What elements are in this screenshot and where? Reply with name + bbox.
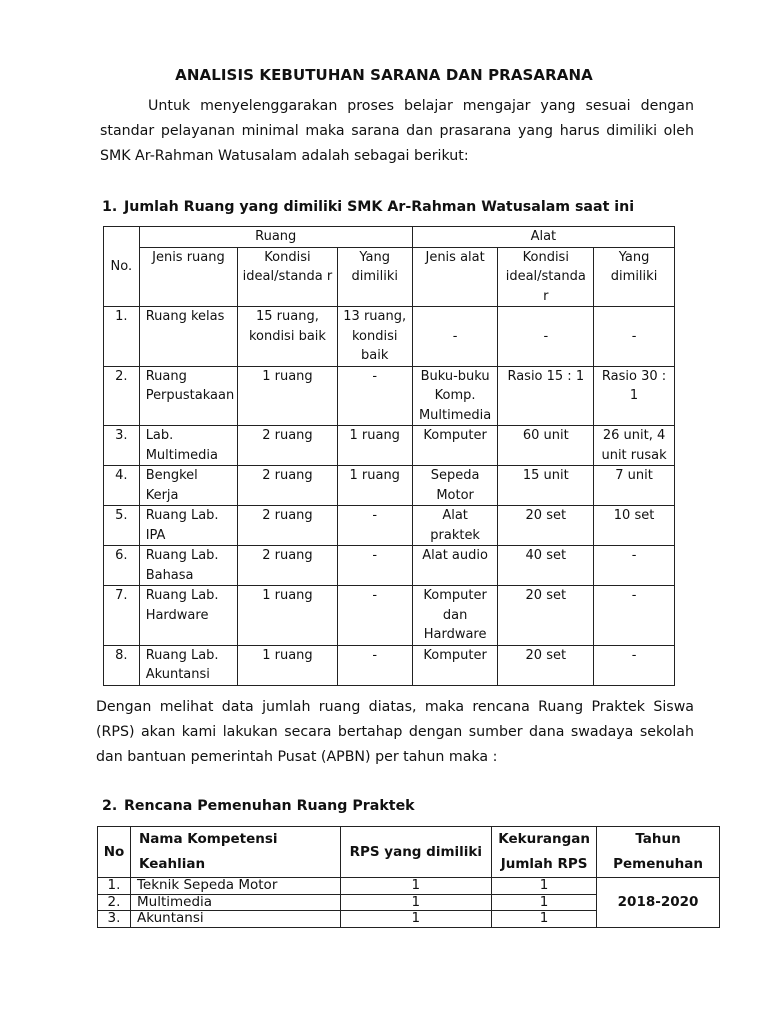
header-jenis-alat: Jenis alat [412, 247, 498, 307]
cell-dimiliki-ruang: - [337, 366, 412, 426]
cell-jenis-alat: Alat praktek [412, 506, 498, 546]
table-row [98, 878, 720, 895]
cell-dimiliki-alat: - [594, 645, 675, 685]
header-jenis-ruang: Jenis ruang [139, 247, 238, 307]
cell-no: 2. [98, 894, 131, 911]
table-header-row [98, 827, 720, 878]
cell-no: 3. [98, 911, 131, 928]
section-1-title: Jumlah Ruang yang dimiliki SMK Ar-Rahman Watusalam saat ini [124, 199, 635, 215]
header-no: No. [104, 227, 140, 307]
table-row [104, 466, 675, 506]
cell-no: 1. [98, 878, 131, 895]
cell-jenis-ruang: Lab. Multimedia [139, 426, 238, 466]
cell-no: 3. [104, 426, 140, 466]
table-header-row [104, 227, 675, 248]
cell-kekurangan: 1 [492, 878, 597, 895]
practice-room-plan-table [97, 826, 720, 928]
cell-jenis-alat: Alat audio [412, 546, 498, 586]
cell-kondisi-alat: 20 set [498, 645, 594, 685]
cell-kondisi-alat: Rasio 15 : 1 [498, 366, 594, 426]
table-row [104, 366, 675, 426]
cell-kompetensi: Teknik Sepeda Motor [130, 878, 340, 895]
page-title: ANALISIS KEBUTUHAN SARANA DAN PRASARANA [175, 66, 593, 84]
cell-dimiliki-alat: 7 unit [594, 466, 675, 506]
header-kompetensi: Nama Kompetensi Keahlian [130, 827, 340, 878]
cell-kompetensi: Multimedia [130, 894, 340, 911]
cell-no: 6. [104, 546, 140, 586]
cell-kondisi-ruang: 1 ruang [238, 586, 337, 646]
cell-dimiliki-ruang: 13 ruang, kondisi baik [337, 307, 412, 367]
cell-kondisi-ruang: 15 ruang, kondisi baik [238, 307, 337, 367]
cell-jenis-alat: Komputer [412, 645, 498, 685]
section-2-heading [102, 798, 415, 814]
table-row [104, 645, 675, 685]
header-no: No [98, 827, 131, 878]
section-2-title: Rencana Pemenuhan Ruang Praktek [124, 798, 415, 814]
cell-kekurangan: 1 [492, 911, 597, 928]
cell-no: 4. [104, 466, 140, 506]
cell-kondisi-alat: 15 unit [498, 466, 594, 506]
cell-jenis-ruang: Bengkel Kerja [139, 466, 238, 506]
cell-kondisi-ruang: 2 ruang [238, 426, 337, 466]
cell-rps: 1 [340, 878, 492, 895]
header-ruang: Ruang [139, 227, 412, 248]
cell-dimiliki-ruang: - [337, 586, 412, 646]
cell-kondisi-alat: - [498, 307, 594, 367]
cell-jenis-ruang: Ruang Lab. IPA [139, 506, 238, 546]
header-alat: Alat [412, 227, 674, 248]
plan-paragraph: Dengan melihat data jumlah ruang diatas, maka rencana Ruang Praktek Siswa (RPS) akan kami lakukan secara bertahap dengan sumber dana swadaya sekolah dan bantuan pemerintah Pusat (APBN) per tahun maka : [96, 699, 694, 765]
cell-jenis-alat: - [412, 307, 498, 367]
cell-rps: 1 [340, 894, 492, 911]
cell-no: 7. [104, 586, 140, 646]
header-dimiliki-alat: Yang dimiliki [594, 247, 675, 307]
header-rps: RPS yang dimiliki [340, 827, 492, 878]
cell-dimiliki-alat: - [594, 546, 675, 586]
cell-dimiliki-ruang: 1 ruang [337, 466, 412, 506]
cell-jenis-ruang: Ruang Perpustakaan [139, 366, 238, 426]
table-subheader-row [104, 247, 675, 307]
cell-rps: 1 [340, 911, 492, 928]
table-row [104, 307, 675, 367]
table-row [104, 506, 675, 546]
cell-kondisi-alat: 60 unit [498, 426, 594, 466]
header-tahun: Tahun Pemenuhan [597, 827, 720, 878]
cell-dimiliki-ruang: - [337, 506, 412, 546]
cell-jenis-ruang: Ruang kelas [139, 307, 238, 367]
cell-no: 5. [104, 506, 140, 546]
cell-dimiliki-alat: 10 set [594, 506, 675, 546]
cell-jenis-ruang: Ruang Lab. Hardware [139, 586, 238, 646]
header-dimiliki-ruang: Yang dimiliki [337, 247, 412, 307]
section-2-number: 2. [102, 798, 118, 814]
cell-kekurangan: 1 [492, 894, 597, 911]
cell-no: 2. [104, 366, 140, 426]
cell-kondisi-ruang: 1 ruang [238, 366, 337, 426]
cell-dimiliki-ruang: - [337, 645, 412, 685]
cell-kondisi-ruang: 2 ruang [238, 466, 337, 506]
table-row [104, 426, 675, 466]
section-1-number: 1. [102, 199, 118, 215]
cell-kondisi-ruang: 2 ruang [238, 506, 337, 546]
cell-jenis-alat: Buku-buku Komp. Multimedia [412, 366, 498, 426]
header-kekurangan: Kekurangan Jumlah RPS [492, 827, 597, 878]
cell-jenis-alat: Komputer [412, 426, 498, 466]
cell-dimiliki-alat: 26 unit, 4 unit rusak [594, 426, 675, 466]
cell-kondisi-alat: 40 set [498, 546, 594, 586]
cell-kompetensi: Akuntansi [130, 911, 340, 928]
cell-kondisi-ruang: 2 ruang [238, 546, 337, 586]
header-kondisi-ruang: Kondisi ideal/standa r [238, 247, 337, 307]
cell-kondisi-alat: 20 set [498, 586, 594, 646]
table-row [104, 546, 675, 586]
cell-no: 8. [104, 645, 140, 685]
cell-no: 1. [104, 307, 140, 367]
cell-dimiliki-alat: Rasio 30 : 1 [594, 366, 675, 426]
cell-jenis-ruang: Ruang Lab. Akuntansi [139, 645, 238, 685]
cell-dimiliki-alat: - [594, 586, 675, 646]
cell-jenis-alat: Komputer dan Hardware [412, 586, 498, 646]
cell-dimiliki-ruang: 1 ruang [337, 426, 412, 466]
cell-jenis-ruang: Ruang Lab. Bahasa [139, 546, 238, 586]
header-kondisi-alat: Kondisi ideal/standa r [498, 247, 594, 307]
room-inventory-table [103, 226, 675, 686]
table-row [104, 586, 675, 646]
cell-kondisi-ruang: 1 ruang [238, 645, 337, 685]
cell-dimiliki-ruang: - [337, 546, 412, 586]
cell-jenis-alat: Sepeda Motor [412, 466, 498, 506]
cell-kondisi-alat: 20 set [498, 506, 594, 546]
cell-dimiliki-alat: - [594, 307, 675, 367]
intro-paragraph: Untuk menyelenggarakan proses belajar mengajar yang sesuai dengan standar pelayanan minimal maka sarana dan prasarana yang harus dimiliki oleh SMK Ar-Rahman Watusalam adalah sebagai berikut: [100, 98, 694, 164]
cell-tahun-pemenuhan: 2018-2020 [597, 878, 720, 928]
section-1-heading [102, 199, 634, 215]
